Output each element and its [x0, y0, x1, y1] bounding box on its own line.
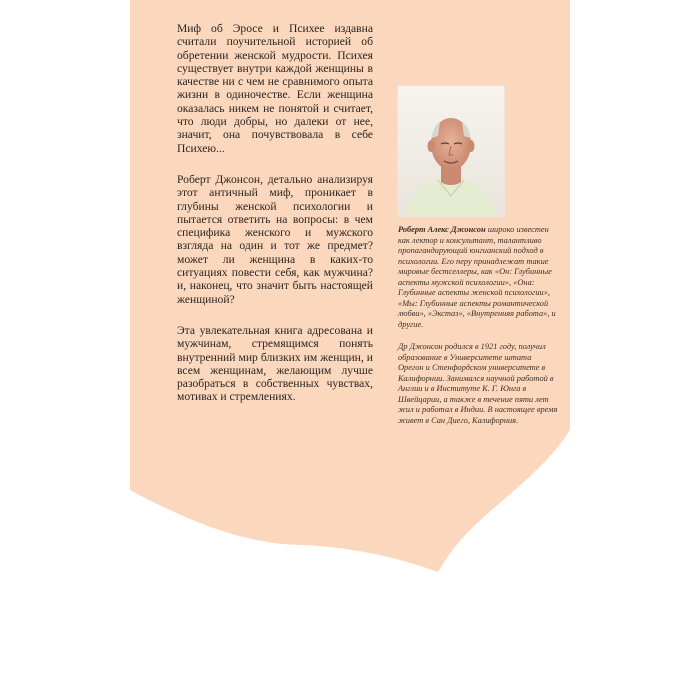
author-photo [398, 86, 504, 216]
author-name: Роберт Алекс Джонсон [398, 225, 486, 234]
annotation-paragraph-3: Эта увлекательная книга адресована и мужчинам, стремящимся понять внутренний мир близких им женщин, и всем женщинам, желающим лучше разобраться в собственных чувствах, мотивах и стремлениях. [177, 323, 373, 404]
author-portrait-icon [398, 86, 504, 216]
annotation-column [177, 22, 373, 422]
annotation-paragraph-1: Миф об Эросе и Психее издавна считали поучительной историей об обретении женской мудрости. Психея существует внутри каждой женщины в качестве ни с чем не сравнимого опыта жизни в одиночестве. Если женщина оказалась никем не понятой и считает, что люди добры, но далеки от нее, значит, она почувствовала в себе Психею... [177, 22, 373, 155]
annotation-paragraph-2: Роберт Джонсон, детально анализируя этот античный миф, проникает в глубины женской психологии и пытается ответить на вопросы: в чем специфика женского и мужского взгляда на один и тот же предмет? может ли женщина в каких-то ситуациях повести себя, как мужчина? и, наконец, что значит быть настоящей женщиной? [177, 172, 373, 306]
author-bio [398, 225, 558, 438]
author-bio-paragraph-1 [398, 225, 558, 330]
author-bio-paragraph-2: Др Джонсон родился в 1921 году, получил образование в Университете штата Орегон и Стенфордском университете в Калифорнии. Занимался научной работой в Англии и в Институте К. Г. Юнга в Швейцарии, а также в течение пяти лет жил и работал в Индии. В настоящее время живет в Сан Диего, Калифорния. [398, 342, 558, 425]
author-bio-text: широко известен как лектор и консультант, талантливо пропагандирующий юнгианский подход в психологии. Его перу принадлежат такие мировые бестселлеры, как «Он: Глубинные аспекты мужской психологии», «Она: Глубинные аспекты женской психологии», «Мы: Глубинные аспекты романтической любви», «Экстаз», «Внутренняя работа», и другие. [398, 225, 556, 329]
